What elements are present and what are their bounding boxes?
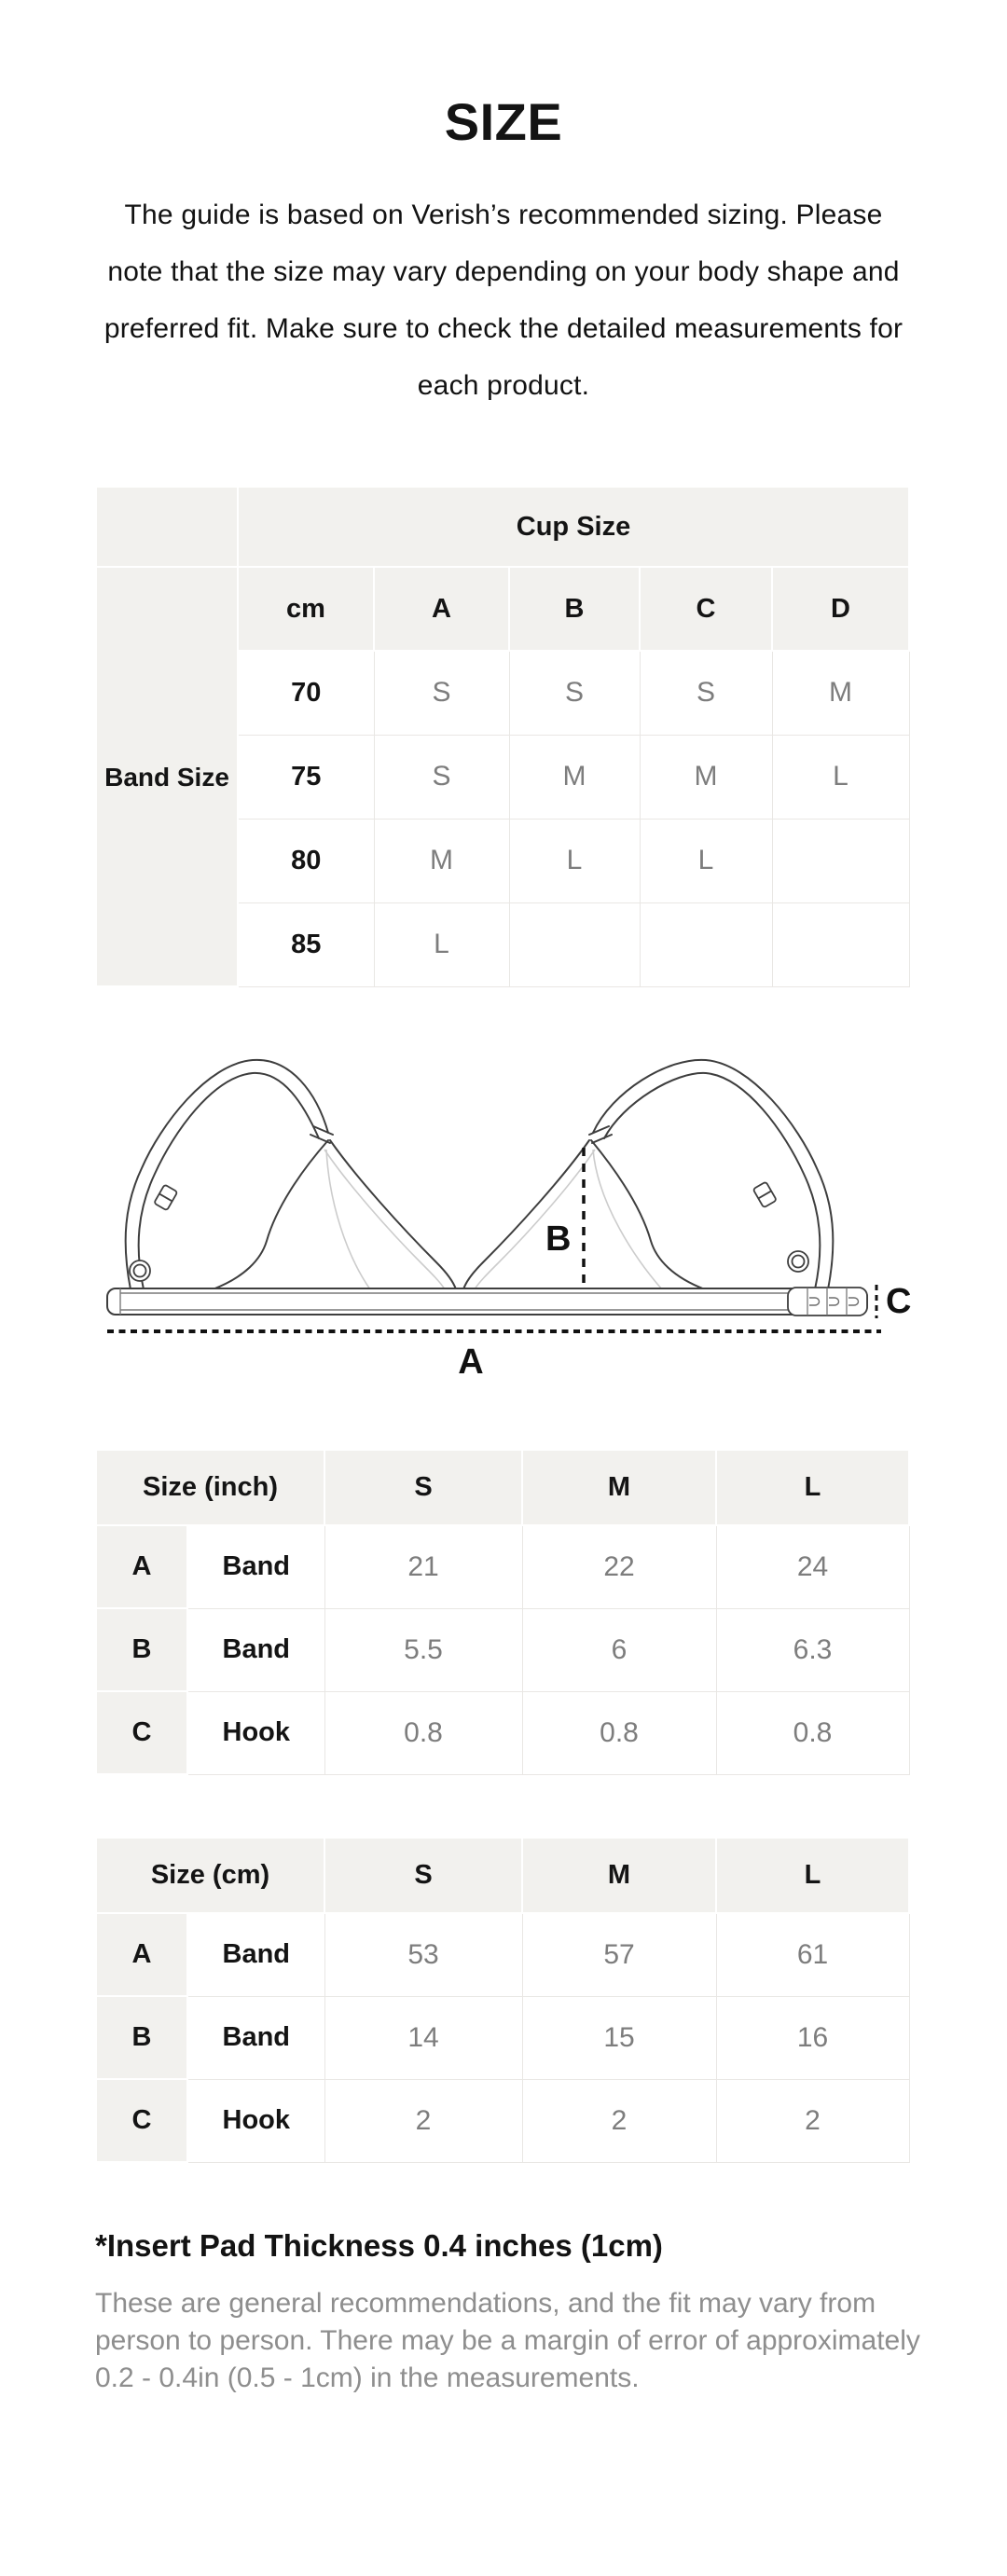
size-cell: S [374,735,509,819]
value-cell: 61 [716,1913,909,1996]
row-label-cell: Hook [187,1691,324,1774]
size-cm-table [95,1837,910,2163]
row-key-cell: C [96,1691,187,1774]
left-strap-outer [126,1060,328,1289]
left-strap-slider [154,1184,177,1210]
size-cell: M [640,735,772,819]
insert-pad-note: *Insert Pad Thickness 0.4 inches (1cm) [95,2228,663,2263]
column-header-b: B [509,567,640,651]
left-cup-lining [324,1150,445,1289]
cup-size-table [95,486,910,987]
row-key-cell: B [96,1608,187,1691]
value-cell: 0.8 [716,1691,909,1774]
size-cell: M [509,735,640,819]
table-row [96,1525,909,1608]
table-row [96,1996,909,2079]
table-row [96,1608,909,1691]
label-b: B [545,1219,572,1259]
value-cell: 15 [522,1996,716,2079]
size-cell: S [640,651,772,735]
left-cup-seam [326,1150,370,1289]
value-cell: 6 [522,1608,716,1691]
band-outline [107,1288,867,1315]
bra-outline [126,1060,834,1289]
column-header-a: A [374,567,509,651]
row-label-cell: Band [187,1608,324,1691]
size-cell [772,819,909,902]
value-cell: 57 [522,1913,716,1996]
size-cell: L [640,819,772,902]
right-cup-right-edge [591,1140,705,1289]
size-column-s: S [324,1450,522,1525]
value-cell: 16 [716,1996,909,2079]
right-cup-lining [475,1150,595,1289]
right-cup-seam [593,1150,662,1289]
table-row [96,2079,909,2162]
size-column-s: S [324,1838,522,1913]
row-key-cell: A [96,1913,187,1996]
size-cell: L [509,819,640,902]
value-cell: 2 [716,2079,909,2162]
value-cell: 0.8 [522,1691,716,1774]
left-strap-inner [139,1073,319,1289]
inch-table-title: Size (inch) [96,1450,324,1525]
intro-text: The guide is based on Verish’s recommended sizing. Please note that the size may vary depending on your body shape and preferred fit. Make sure to check the detailed measurements for each product. [103,200,904,401]
row-label-cell: Hook [187,2079,324,2162]
size-cell: L [772,735,909,819]
right-cup-left-edge [463,1140,589,1289]
label-c: C [886,1282,912,1321]
value-cell: 53 [324,1913,522,1996]
row-label-cell: Band [187,1913,324,1996]
table-row [96,1691,909,1774]
size-cell [640,902,772,986]
band-group [107,1288,867,1316]
size-cell: S [374,651,509,735]
column-header-d: D [772,567,909,651]
disclaimer-text: These are general recommendations, and the fit may vary from person to person. There may be a margin of error of approximately 0.2 - 0.4in (0.5 - 1cm) in the measurements. [95,2288,920,2393]
value-cell: 2 [324,2079,522,2162]
left-strap-ring-inner [134,1265,146,1277]
corner-cell [96,487,238,567]
value-cell: 0.8 [324,1691,522,1774]
size-cell: S [509,651,640,735]
cup-seams [324,1150,662,1289]
band-value-cell: 75 [238,735,374,819]
right-apex-tab [589,1126,612,1143]
row-label-cell: Band [187,1996,324,2079]
table-row [96,1913,909,1996]
size-guide-page [0,92,1007,2576]
size-inch-table [95,1449,910,1775]
value-cell: 24 [716,1525,909,1608]
value-cell: 2 [522,2079,716,2162]
cup-size-header: Cup Size [238,487,909,567]
size-cell [772,902,909,986]
right-strap-slider [753,1181,777,1207]
bra-diagram-svg [0,1017,1007,1390]
value-cell: 6.3 [716,1608,909,1691]
left-cup-right-edge [330,1140,456,1289]
value-cell: 22 [522,1525,716,1608]
row-key-cell: A [96,1525,187,1608]
band-size-header: Band Size [96,567,238,986]
band-value-cell: 70 [238,651,374,735]
bra-measurement-diagram [0,1017,1007,1390]
size-cell [509,902,640,986]
size-column-l: L [716,1838,909,1913]
row-key-cell: C [96,2079,187,2162]
value-cell: 21 [324,1525,522,1608]
size-column-m: M [522,1450,716,1525]
value-cell: 5.5 [324,1608,522,1691]
row-label-cell: Band [187,1525,324,1608]
strap-hardware [130,1181,808,1281]
band-value-cell: 85 [238,902,374,986]
size-cell: L [374,902,509,986]
value-cell: 14 [324,1996,522,2079]
label-a: A [458,1343,484,1382]
right-strap-ring-inner [793,1256,805,1268]
size-cell: M [772,651,909,735]
column-header-c: C [640,567,772,651]
band-value-cell: 80 [238,819,374,902]
cm-table-title: Size (cm) [96,1838,324,1913]
page-title: SIZE [444,92,563,151]
left-cup-left-edge [213,1140,328,1289]
size-column-m: M [522,1838,716,1913]
row-key-cell: B [96,1996,187,2079]
size-column-l: L [716,1450,909,1525]
size-cell: M [374,819,509,902]
column-header-cm: cm [238,567,374,651]
